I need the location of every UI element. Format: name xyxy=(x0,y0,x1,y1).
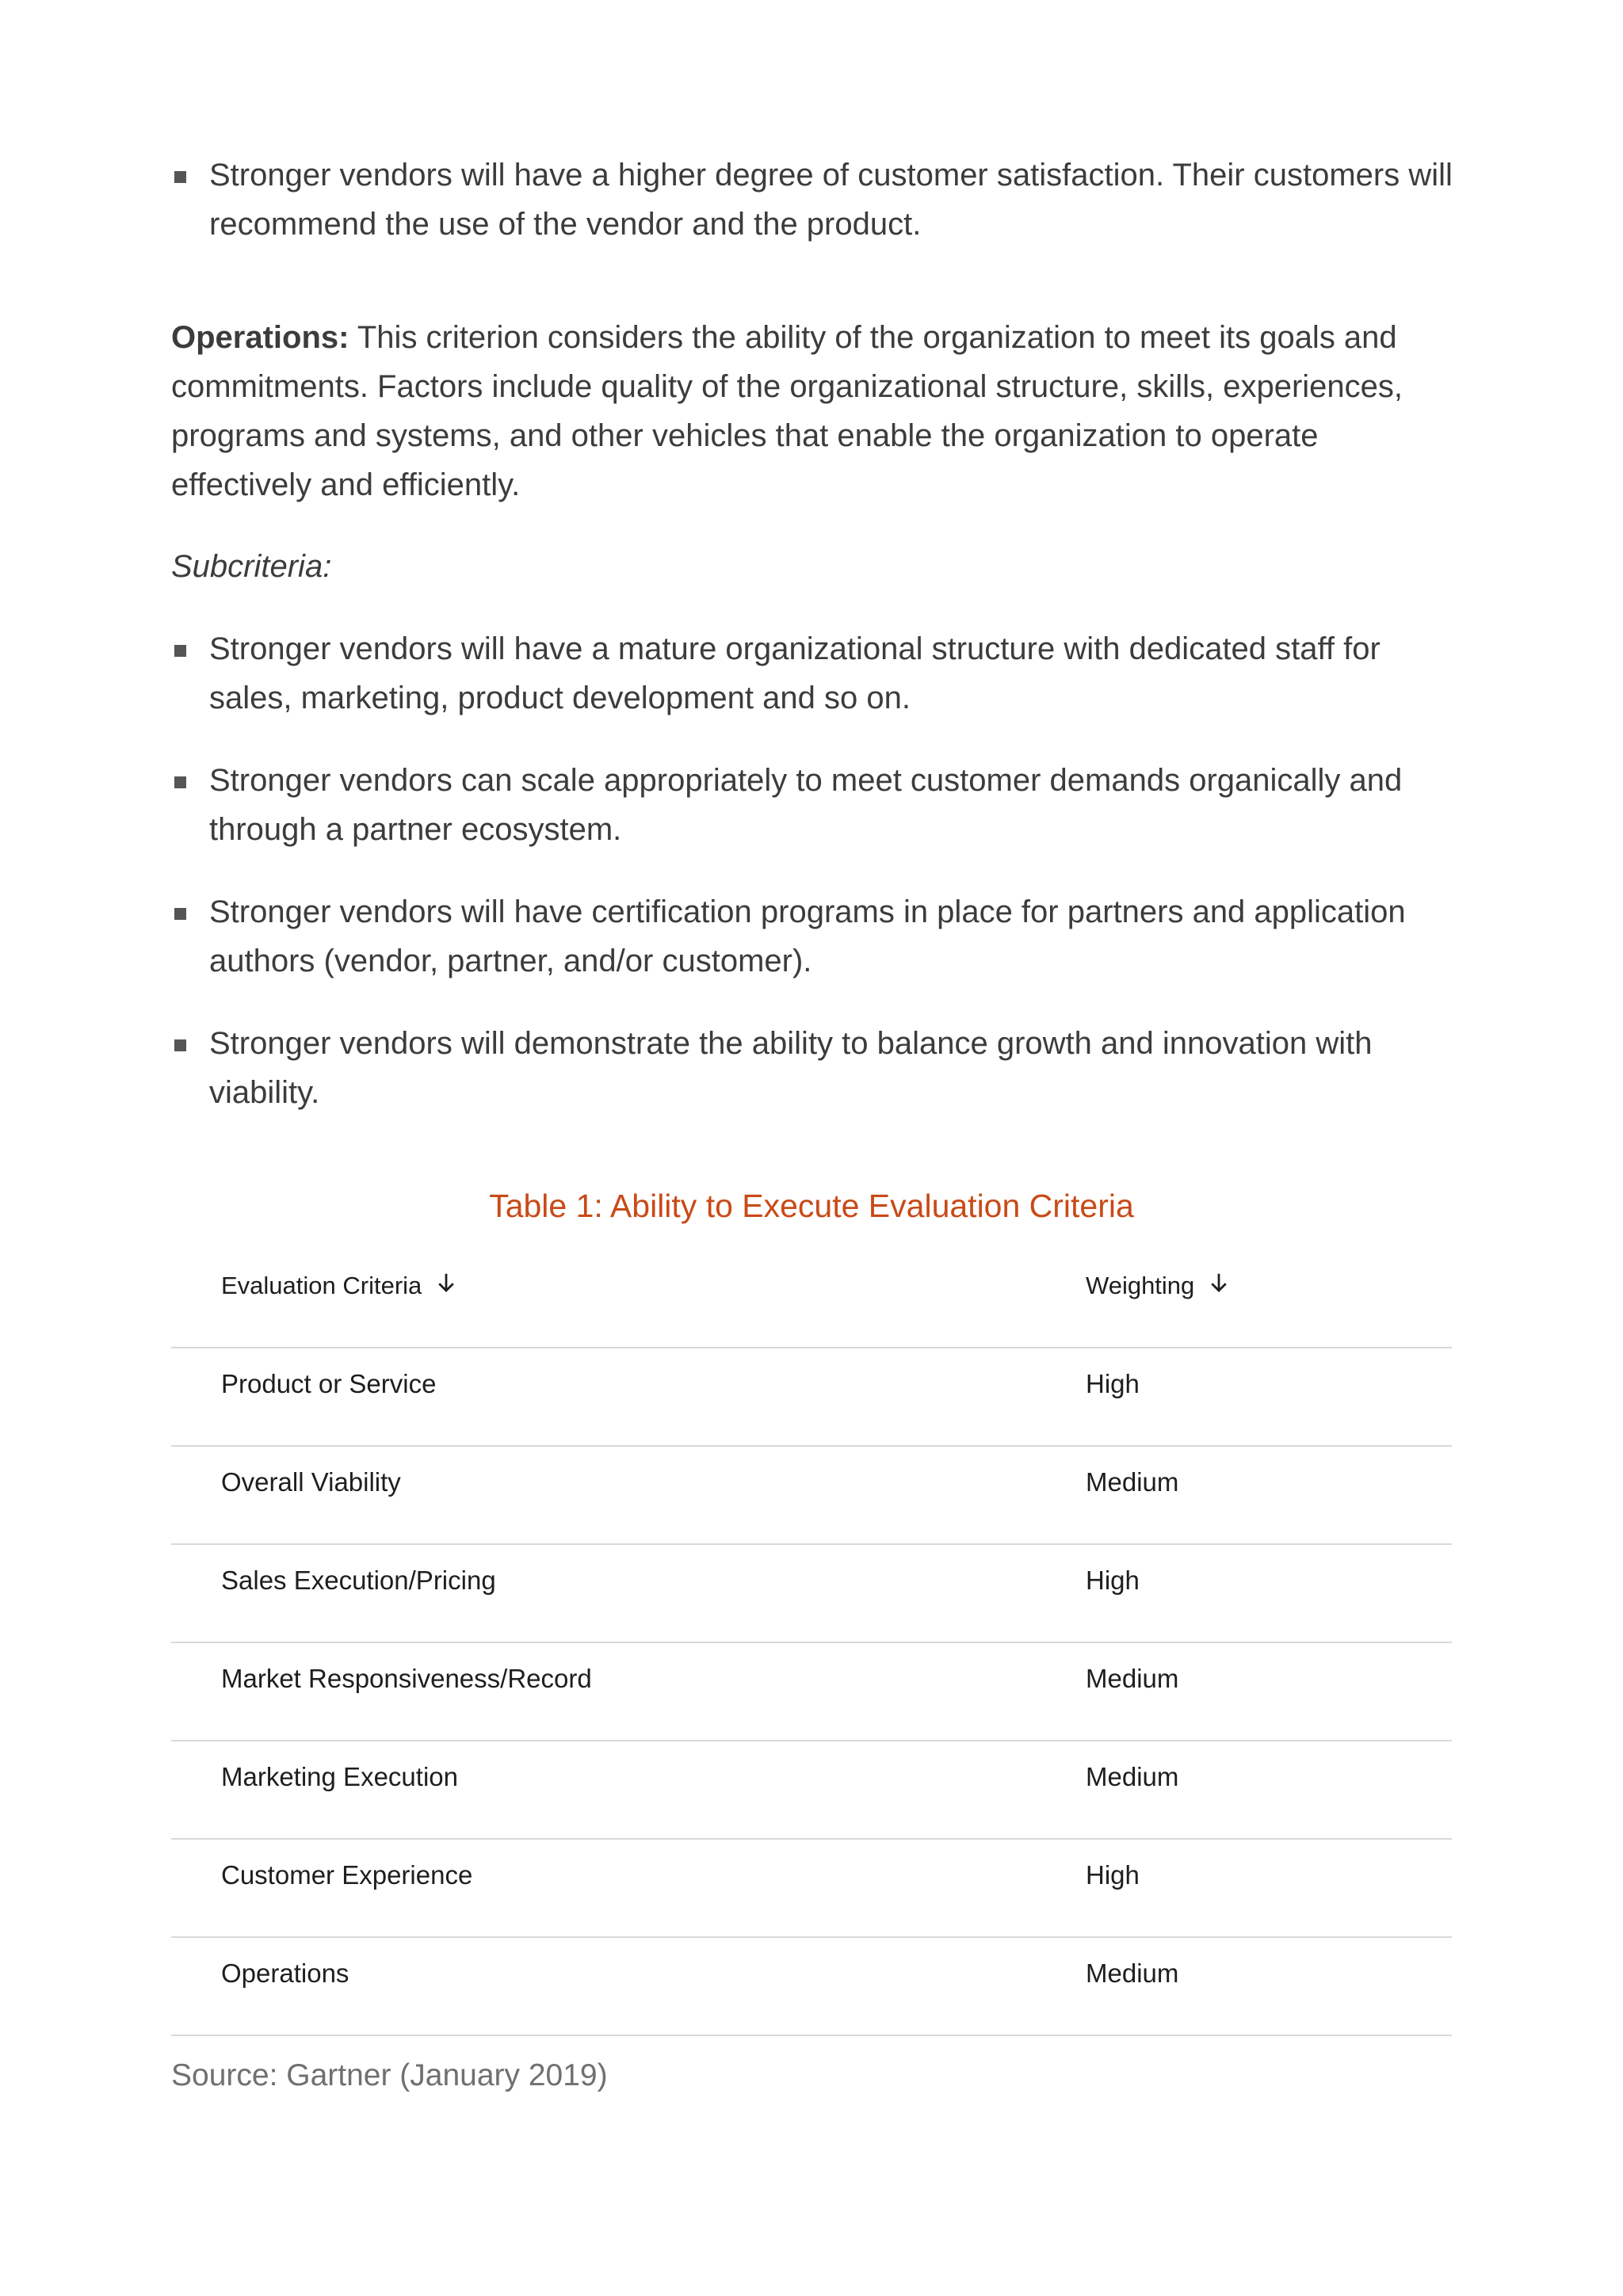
weighting-cell: Medium xyxy=(1086,1467,1179,1497)
table-header-row xyxy=(171,1242,1452,1348)
table-title: Table 1: Ability to Execute Evaluation Criteria xyxy=(489,1188,1134,1224)
list-item xyxy=(171,756,1455,854)
operations-paragraph xyxy=(171,313,1455,509)
criteria-cell: Operations xyxy=(221,1958,349,1988)
criteria-cell: Product or Service xyxy=(221,1369,437,1398)
criteria-cell: Marketing Execution xyxy=(221,1762,458,1791)
square-bullet-icon xyxy=(174,908,186,920)
criteria-cell: Market Responsiveness/Record xyxy=(221,1664,592,1693)
square-bullet-icon xyxy=(174,645,186,657)
list-item xyxy=(171,887,1455,986)
subcriteria-list xyxy=(171,624,1455,1150)
table-row xyxy=(171,1447,1452,1545)
subcriteria-heading: Subcriteria: xyxy=(171,549,332,584)
bullet-text: Stronger vendors will have a higher degree of customer satisfaction. Their customers will recommend the use of the vendor and the product. xyxy=(209,158,1453,242)
top-bullet-list xyxy=(171,151,1455,282)
weighting-cell: High xyxy=(1086,1369,1140,1398)
table-row xyxy=(171,1545,1452,1643)
criteria-cell: Overall Viability xyxy=(221,1467,401,1497)
criteria-cell: Customer Experience xyxy=(221,1860,473,1890)
square-bullet-icon xyxy=(174,776,186,788)
table-row xyxy=(171,1938,1452,2036)
table-row xyxy=(171,1741,1452,1840)
weighting-cell: High xyxy=(1086,1566,1140,1595)
weighting-cell: Medium xyxy=(1086,1958,1179,1988)
bullet-text: Stronger vendors will demonstrate the ability to balance growth and innovation with viability. xyxy=(209,1026,1373,1110)
bullet-text: Stronger vendors can scale appropriately to meet customer demands organically and through a partner ecosystem. xyxy=(209,763,1403,847)
source-note: Source: Gartner (January 2019) xyxy=(171,2058,608,2092)
weighting-cell: High xyxy=(1086,1860,1140,1890)
column-header-label: Weighting xyxy=(1086,1272,1195,1299)
operations-label: Operations: xyxy=(171,320,349,355)
column-header-evaluation-criteria[interactable] xyxy=(221,1271,458,1301)
criteria-cell: Sales Execution/Pricing xyxy=(221,1566,496,1595)
table-row xyxy=(171,1643,1452,1741)
list-item xyxy=(171,624,1455,723)
bullet-text: Stronger vendors will have a mature organizational structure with dedicated staff for sales, marketing, product development and so on. xyxy=(209,631,1381,715)
square-bullet-icon xyxy=(174,171,186,183)
arrow-down-icon xyxy=(1207,1271,1231,1301)
operations-text: This criterion considers the ability of the organization to meet its goals and commitments. Factors include quality of the organizational structure, skills, experiences, programs and systems, and other vehicles that enable the organization to operate effectively and efficiently. xyxy=(171,320,1403,502)
bullet-text: Stronger vendors will have certification programs in place for partners and application authors (vendor, partner, and/or customer). xyxy=(209,894,1406,978)
column-header-weighting[interactable] xyxy=(1086,1271,1231,1301)
list-item xyxy=(171,1019,1455,1117)
list-item xyxy=(171,151,1455,249)
arrow-down-icon xyxy=(434,1271,458,1301)
table-row xyxy=(171,1840,1452,1938)
weighting-cell: Medium xyxy=(1086,1762,1179,1791)
square-bullet-icon xyxy=(174,1039,186,1051)
column-header-label: Evaluation Criteria xyxy=(221,1272,422,1299)
weighting-cell: Medium xyxy=(1086,1664,1179,1693)
table-row xyxy=(171,1348,1452,1447)
evaluation-criteria-table xyxy=(171,1242,1452,2036)
